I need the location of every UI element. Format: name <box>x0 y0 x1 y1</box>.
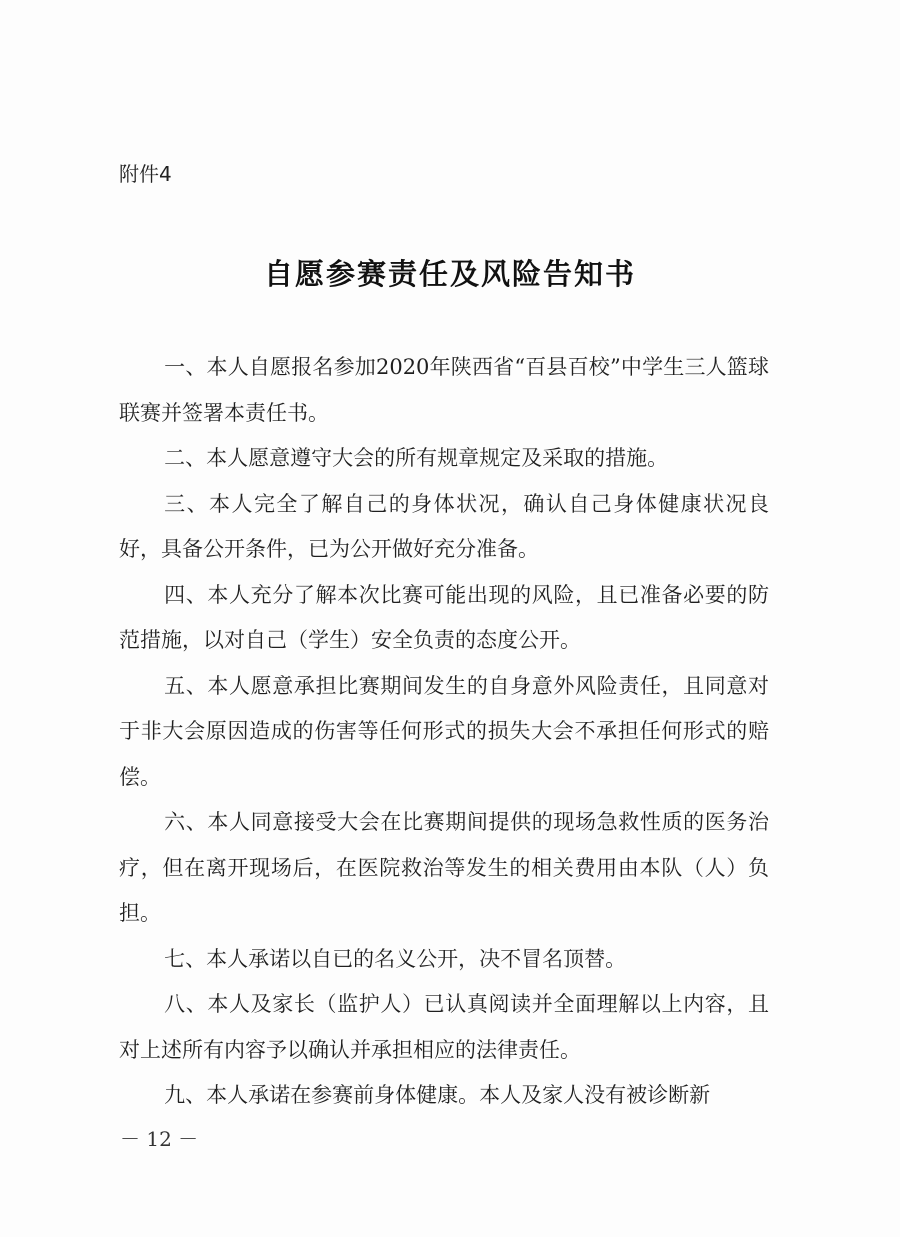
paragraph-5: 五、本人愿意承担比赛期间发生的自身意外风险责任，且同意对于非大会原因造成的伤害等任何形式的损失大会不承担任何形式的赔偿。 <box>119 673 769 789</box>
paragraph-9: 九、本人承诺在参赛前身体健康。本人及家人没有被诊断新 <box>164 1083 711 1107</box>
paragraph-7: 七、本人承诺以自已的名义公开，决不冒名顶替。 <box>164 946 627 971</box>
paragraph-2: 二、本人愿意遵守大会的所有规章规定及采取的措施。 <box>164 446 669 470</box>
document-body <box>119 345 769 1119</box>
paragraph-3: 三、本人完全了解自己的身体状况，确认自己身体健康状况良好，具备公开条件，已为公开做好充分准备。 <box>119 491 769 561</box>
paragraph-4: 四、本人充分了解本次比赛可能出现的风险，且已准备必要的防范措施，以对自己（学生）安全负责的态度公开。 <box>119 582 769 652</box>
paragraph-8: 八、本人及家长（监护人）已认真阅读并全面理解以上内容，且对上述所有内容予以确认并承担相应的法律责任。 <box>119 992 769 1062</box>
document-title: 自愿参赛责任及风险告知书 <box>263 257 636 291</box>
paragraph-6: 六、本人同意接受大会在比赛期间提供的现场急救性质的医务治疗，但在离开现场后，在医院救治等发生的相关费用由本队（人）负担。 <box>119 810 769 925</box>
attachment-label: 附件4 <box>119 162 172 186</box>
paragraph-1: 一、本人自愿报名参加2020年陕西省“百县百校”中学生三人篮球联赛并签署本责任书。 <box>119 355 769 425</box>
page-number: － 12 － <box>120 1127 199 1151</box>
